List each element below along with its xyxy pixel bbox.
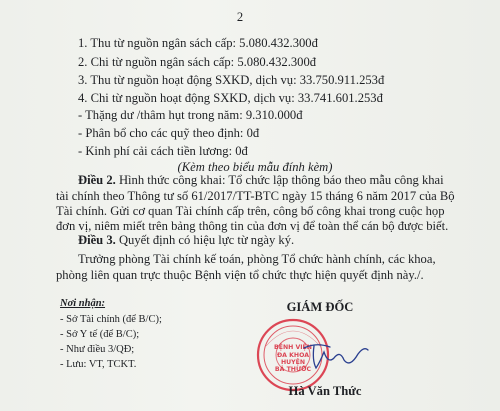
signer-name: Hà Văn Thức — [288, 384, 362, 398]
recipient-3: - Như điều 3/QĐ; — [60, 344, 135, 355]
item-2: 2. Chi từ nguồn ngân sách cấp: 5.080.432.300đ — [78, 55, 317, 69]
recipient-2: - Sở Y tế (để B/C); — [60, 329, 140, 340]
svg-text:ĐA KHOA: ĐA KHOA — [277, 352, 309, 359]
article-3-first-line — [78, 233, 294, 248]
article-3-line-3: phòng liên quan trực thuộc Bệnh viện tổ chức thực hiện quyết định này./. — [56, 268, 424, 282]
svg-text:BÁ THƯỚC: BÁ THƯỚC — [274, 366, 312, 373]
recipient-4: - Lưu: VT, TCKT. — [60, 359, 137, 370]
article-2-label: Điều 2. — [78, 173, 116, 187]
article-2-first-line — [78, 173, 444, 188]
svg-text:HUYỆN: HUYỆN — [280, 359, 306, 366]
recipients-heading: Nơi nhận: — [60, 298, 106, 309]
item-surplus: - Thặng dư /thâm hụt trong năm: 9.310.000đ — [78, 108, 303, 122]
article-2-line-4: đơn vị, niêm miết trên bảng thông tin của đơn vị để toàn thể cán bộ được biết. — [56, 219, 449, 233]
handwritten-signature — [300, 338, 370, 372]
article-2-line-1: Hình thức công khai: Tổ chức lập thông báo theo mẫu công khai — [118, 173, 444, 187]
item-3: 3. Thu từ nguồn hoạt động SXKD, dịch vụ: 33.750.911.253đ — [78, 73, 385, 87]
article-2-line-2: tài chính theo Thông tư số 61/2017/TT-BTC ngày 15 tháng 6 năm 2017 của Bộ — [56, 189, 455, 203]
item-1: 1. Thu từ nguồn ngân sách cấp: 5.080.432.300đ — [78, 36, 318, 50]
item-4: 4. Chi từ nguồn hoạt động SXKD, dịch vụ: 33.741.601.253đ — [78, 91, 383, 105]
signer-title: GIÁM ĐỐC — [286, 300, 354, 314]
item-salary-reform: - Kinh phí cải cách tiền lương: 0đ — [78, 144, 248, 158]
item-fund-allocation: - Phân bổ cho các quỹ theo định: 0đ — [78, 126, 260, 140]
svg-text:BỆNH VIỆN: BỆNH VIỆN — [274, 344, 312, 351]
article-3-line-2: Trưởng phòng Tài chính kế toán, phòng Tổ chức hành chính, các khoa, — [78, 252, 436, 266]
article-2-line-3: Tài chính. Gửi cơ quan Tài chính cấp trên, công bố công khai trong cuộc họp — [56, 204, 445, 218]
article-3-label: Điều 3. — [78, 233, 116, 247]
article-3-line-1: Quyết định có hiệu lực từ ngày ký. — [118, 233, 295, 247]
attachment-note: (Kèm theo biểu mẫu đính kèm) — [177, 160, 333, 174]
recipient-1: - Sở Tài chính (để B/C); — [60, 314, 162, 325]
page-number: 2 — [236, 10, 244, 24]
